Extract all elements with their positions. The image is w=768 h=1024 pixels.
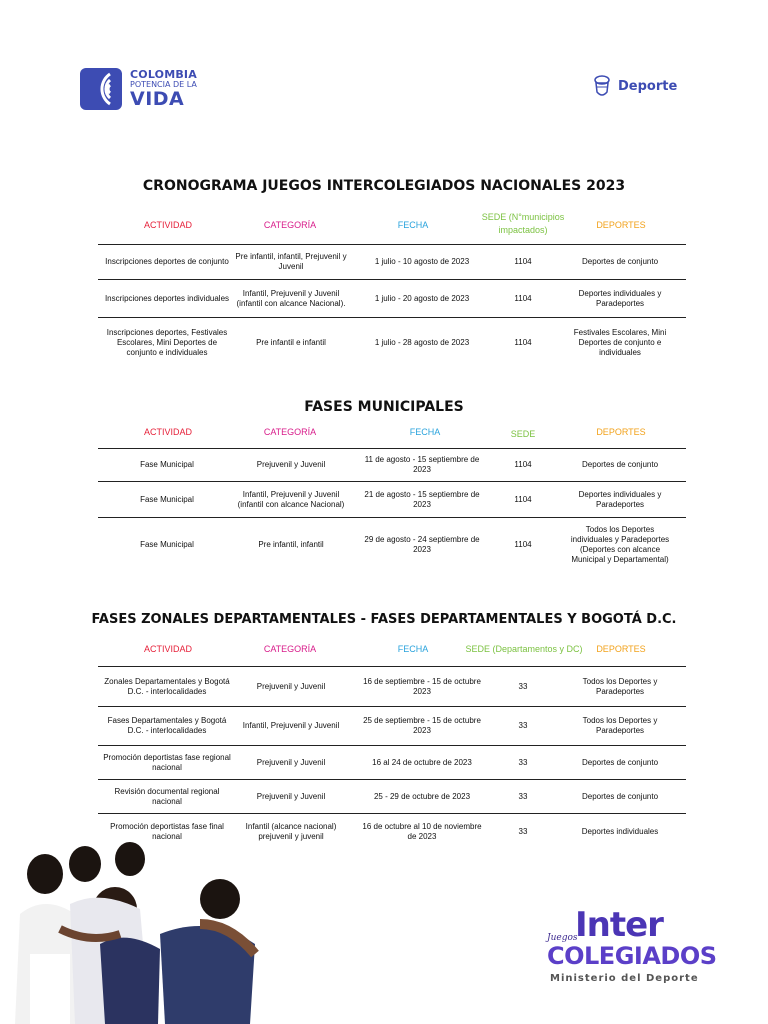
table-row <box>98 517 686 571</box>
cell-categoria: Infantil, Prejuvenil y Juvenil (infantil con alcance Nacional). <box>236 288 346 308</box>
section1-header-categoria: CATEGORÍA <box>263 220 317 230</box>
section3-header-sede: SEDE (Departamentos y DC) <box>465 644 583 654</box>
table-row <box>98 706 686 745</box>
cell-deportes: Deportes de conjunto <box>581 757 659 767</box>
section3-header-actividad: ACTIVIDAD <box>143 644 192 654</box>
table-row <box>98 448 686 481</box>
cell-sede: 1104 <box>514 337 532 347</box>
cell-categoria: Prejuvenil y Juvenil <box>256 460 326 469</box>
section3-header-fecha: FECHA <box>397 644 429 654</box>
cell-actividad: Fases Departamentales y Bogotá D.C. - interlocalidades <box>107 716 227 735</box>
cell-deportes: Todos los Deportes y Paradeportes <box>582 716 658 735</box>
cell-deportes: Todos los Deportes y Paradeportes <box>582 676 658 696</box>
cell-actividad: Fase Municipal <box>140 460 194 469</box>
cell-fecha: 16 al 24 de octubre de 2023 <box>372 757 472 767</box>
logo-line-3: VIDA <box>130 88 185 110</box>
cell-categoria: Pre infantil e infantil <box>256 337 326 347</box>
cell-fecha: 1 julio - 10 agosto de 2023 <box>374 257 470 266</box>
cell-deportes: Deportes individuales y Paradeportes <box>578 489 662 509</box>
cell-sede: 1104 <box>514 257 532 266</box>
cell-sede: 33 <box>518 721 528 730</box>
cell-categoria: Infantil, Prejuvenil y Juvenil <box>242 721 340 730</box>
section3-title: FASES ZONALES DEPARTAMENTALES - FASES DEPARTAMENTALES Y BOGOTÁ D.C. <box>91 612 677 627</box>
cell-actividad: Inscripciones deportes individuales <box>104 293 230 303</box>
section2-header-sede: SEDE <box>510 429 536 439</box>
cell-sede: 1104 <box>514 494 532 504</box>
cell-categoria: Infantil, Prejuvenil y Juvenil (infantil con alcance Nacional) <box>237 489 345 509</box>
brand-inter: Inter <box>575 905 663 945</box>
cell-actividad: Fase Municipal <box>140 494 194 504</box>
section2-header-deportes: DEPORTES <box>596 427 646 437</box>
cell-deportes: Deportes de conjunto <box>581 791 659 801</box>
cell-categoria: Prejuvenil y Juvenil <box>256 791 326 801</box>
ministerio-deporte-logo <box>590 72 677 100</box>
cell-deportes: Deportes individuales <box>581 826 659 836</box>
cell-actividad: Revisión documental regional nacional <box>114 786 220 806</box>
table-row <box>98 279 686 317</box>
cell-fecha: 16 de septiembre - 15 de octubre 2023 <box>363 676 481 696</box>
intercolegiados-logo <box>545 905 715 990</box>
cell-actividad: Inscripciones deportes de conjunto <box>105 257 229 266</box>
cell-actividad: Fase Municipal <box>140 539 194 549</box>
logo-line-2: POTENCIA DE LA <box>130 80 197 89</box>
table-row <box>98 666 686 706</box>
coat-of-arms-icon <box>590 72 614 100</box>
cell-actividad: Zonales Departamentales y Bogotá D.C. - interlocalidades <box>104 676 230 696</box>
cell-categoria: Infantil (alcance nacional) prejuvenil y juvenil <box>245 821 337 841</box>
cell-deportes: Deportes de conjunto <box>581 257 659 266</box>
brand-juegos: Juegos <box>547 933 578 943</box>
cell-deportes: Festivales Escolares, Mini Deportes de conjunto e individuales <box>573 327 667 357</box>
cell-fecha: 11 de agosto - 15 septiembre de 2023 <box>364 455 480 474</box>
table-row <box>98 244 686 279</box>
cell-sede: 1104 <box>514 293 532 303</box>
brand-ministerio: Ministerio del Deporte <box>550 973 699 984</box>
cell-sede: 1104 <box>514 539 532 549</box>
cell-fecha: 21 de agosto - 15 septiembre de 2023 <box>364 489 480 509</box>
cell-deportes: Todos los Deportes individuales y Paradeportes (Deportes con alcance Municipal y Departamental) <box>570 524 670 564</box>
cell-categoria: Prejuvenil y Juvenil <box>256 757 326 767</box>
cell-fecha: 1 julio - 28 agosto de 2023 <box>374 337 470 347</box>
cell-actividad: Promoción deportistas fase regional nacional <box>103 752 231 772</box>
brand-colegiados: COLEGIADOS <box>547 942 717 970</box>
section2-header-fecha: FECHA <box>409 427 441 437</box>
cell-fecha: 25 de septiembre - 15 de octubre 2023 <box>363 716 481 735</box>
table-row <box>98 481 686 517</box>
cell-categoria: Pre infantil, infantil, Prejuvenil y Juvenil <box>235 252 347 271</box>
cell-fecha: 25 - 29 de octubre de 2023 <box>373 791 471 801</box>
cell-sede: 33 <box>518 757 528 767</box>
cell-fecha: 16 de octubre al 10 de noviembre de 2023 <box>362 821 482 841</box>
cell-sede: 33 <box>518 681 528 691</box>
cell-sede: 1104 <box>514 460 532 469</box>
logo-line-1: COLOMBIA <box>130 68 197 81</box>
players-celebrating-photo <box>0 834 270 1024</box>
table-row <box>98 779 686 813</box>
section3-header-categoria: CATEGORÍA <box>263 644 317 654</box>
section2-title: FASES MUNICIPALES <box>304 399 464 415</box>
section2-header-actividad: ACTIVIDAD <box>143 427 192 437</box>
section1-header-sede: SEDE (N°municipios impactados) <box>481 212 565 235</box>
cell-categoria: Pre infantil, infantil <box>258 539 324 549</box>
table-row <box>98 745 686 779</box>
cell-fecha: 1 julio - 20 agosto de 2023 <box>374 293 470 303</box>
cell-actividad: Inscripciones deportes, Festivales Escolares, Mini Deportes de conjunto e individuales <box>106 327 228 357</box>
section1-title: CRONOGRAMA JUEGOS INTERCOLEGIADOS NACIONALES 2023 <box>142 178 626 194</box>
cell-sede: 33 <box>518 791 528 801</box>
cell-deportes: Deportes de conjunto <box>581 460 659 469</box>
colombia-potencia-de-la-vida-logo <box>80 66 220 112</box>
cell-categoria: Prejuvenil y Juvenil <box>256 681 326 691</box>
table-row <box>98 317 686 367</box>
cell-actividad: Promoción deportistas fase final nacional <box>110 821 224 841</box>
cell-sede: 33 <box>518 826 528 836</box>
section1-header-fecha: FECHA <box>397 220 429 230</box>
section1-header-actividad: ACTIVIDAD <box>143 220 192 230</box>
section1-header-deportes: DEPORTES <box>596 220 646 230</box>
cell-deportes: Deportes individuales y Paradeportes <box>578 288 662 308</box>
cell-fecha: 29 de agosto - 24 septiembre de 2023 <box>364 534 480 554</box>
section3-header-deportes: DEPORTES <box>596 644 646 654</box>
deporte-logo-text: Deporte <box>618 78 678 94</box>
logo-waves-icon <box>80 68 122 110</box>
section2-header-categoria: CATEGORÍA <box>263 427 317 437</box>
